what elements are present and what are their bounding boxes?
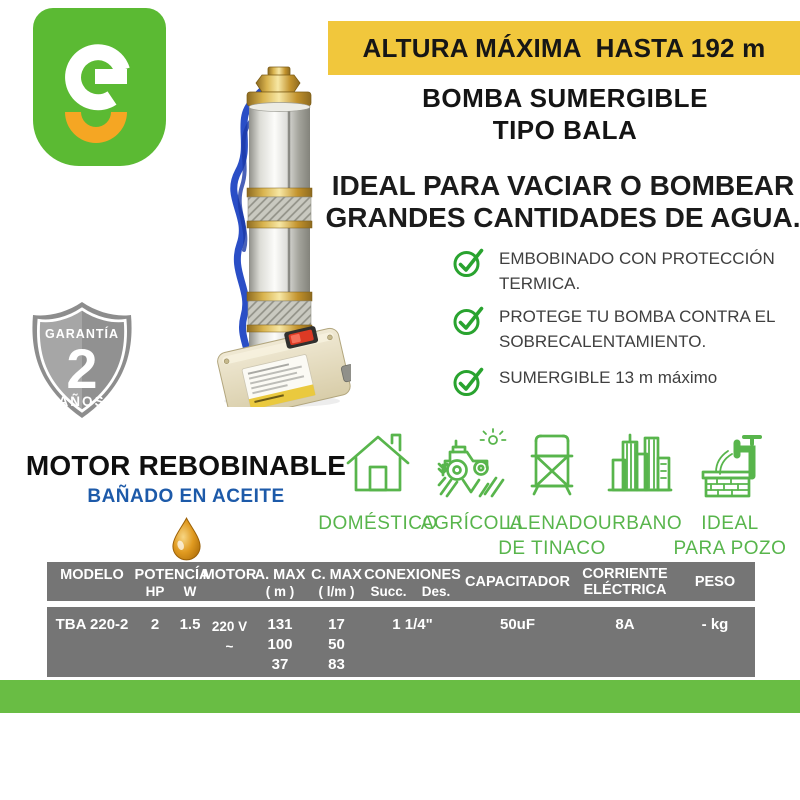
value-corriente: 8A (615, 616, 635, 633)
application-label2: DE TINACO (498, 538, 606, 559)
value-motor: 220 V ~ (211, 619, 248, 654)
application-pozo (670, 428, 790, 561)
header-label: A. MAX (254, 567, 306, 583)
motor-title: MOTOR REBOBINABLE (25, 450, 347, 481)
subheader-hp: HP (145, 584, 165, 599)
column-header-motor (202, 562, 257, 601)
check-icon (452, 246, 485, 279)
value-modelo: TBA 220-2 (55, 616, 129, 633)
house-icon (342, 428, 414, 500)
value-capacitador: 50uF (499, 616, 535, 633)
brand-logo (33, 8, 166, 166)
brand-logo-icon (33, 8, 166, 166)
header-label: CORRIENTE (582, 565, 668, 582)
warranty-years: 2 (66, 337, 98, 400)
header-label: CAPACITADOR (465, 573, 570, 590)
feature-item-sumergible (452, 365, 799, 398)
product-title-line1: BOMBA SUMERGIBLE (422, 83, 708, 113)
subheader-des: Des. (421, 584, 451, 599)
header-label: POTENCÍA (134, 567, 210, 583)
column-header-cmax (308, 562, 365, 601)
value-amax (252, 607, 308, 677)
spec-table-header (47, 562, 755, 601)
subheader-lm: ( l/m ) (318, 584, 355, 599)
water-tank-icon (516, 428, 588, 500)
warranty-label-top: GARANTÍA (45, 327, 119, 341)
column-header-amax (252, 562, 308, 601)
application-label: DOMÉSTICO (318, 513, 438, 534)
header-label: MODELO (60, 567, 124, 583)
column-header-conexiones (365, 562, 460, 601)
product-photo-pump (216, 52, 351, 407)
application-label: IDEAL (701, 513, 759, 534)
motor-info (21, 450, 351, 566)
header-label: ELÉCTRICA (583, 581, 667, 598)
application-label: LLENADO (505, 513, 599, 534)
footer-bar (0, 680, 800, 713)
column-header-corriente (575, 562, 675, 601)
subheader-w: W (183, 584, 197, 599)
check-icon (452, 304, 485, 337)
oil-drop-icon (170, 516, 203, 561)
check-icon (452, 365, 485, 398)
spec-table-row (47, 607, 755, 677)
feature-text-line1: SUMERGIBLE 13 m máximo (499, 368, 718, 387)
product-tagline (323, 170, 800, 234)
value-cmax-3: 83 (328, 656, 345, 673)
value-hp: 2 (150, 616, 160, 633)
column-header-modelo (47, 562, 137, 601)
shield-icon (18, 299, 146, 421)
feature-item-embobinado (452, 246, 799, 296)
city-buildings-icon (604, 428, 676, 500)
header-label: C. MAX (311, 567, 362, 583)
warranty-label-bottom: AÑOS (58, 394, 106, 409)
header-label: MOTOR (202, 567, 257, 583)
value-peso: - kg (701, 616, 729, 633)
feature-text-line2: SOBRECALENTAMIENTO. (499, 332, 707, 351)
product-title (330, 82, 800, 146)
subheader-succ: Succ. (370, 584, 407, 599)
spec-table (47, 562, 755, 677)
feature-item-protege (452, 304, 799, 354)
value-amax-3: 37 (271, 656, 289, 673)
feature-text-line1: PROTEGE TU BOMBA CONTRA EL (499, 307, 776, 326)
value-amax-1: 131 (267, 616, 293, 633)
feature-text-line2: TERMICA. (499, 274, 581, 293)
application-label: AGRÍCOLA (420, 513, 524, 534)
application-label2: PARA POZO (673, 538, 787, 559)
max-height-banner (328, 21, 800, 75)
motor-subtitle: BAÑADO EN ACEITE (87, 486, 285, 507)
header-label: CONEXIONES (364, 567, 461, 583)
tagline-line1: IDEAL PARA VACIAR O BOMBEAR (331, 170, 795, 201)
banner-text: ALTURA MÁXIMA HASTA 192 m (362, 32, 766, 63)
application-label: URBANO (597, 513, 683, 534)
tagline-line2: GRANDES CANTIDADES DE AGUA. (325, 202, 800, 233)
column-header-potencia (134, 562, 210, 601)
header-label: PESO (694, 573, 736, 590)
product-title-line2: TIPO BALA (492, 115, 638, 145)
feature-text-line1: EMBOBINADO CON PROTECCIÓN (499, 249, 775, 268)
value-cmax (308, 607, 365, 677)
value-amax-2: 100 (267, 636, 293, 653)
column-header-peso (675, 562, 755, 601)
value-cmax-2: 50 (328, 636, 345, 653)
value-w: 1.5 (179, 616, 201, 633)
subheader-m: ( m ) (265, 584, 295, 599)
column-header-capacitador (460, 562, 575, 601)
well-faucet-icon (694, 428, 766, 500)
value-conexiones: 1 1/4" (392, 616, 433, 633)
warranty-badge (18, 299, 146, 421)
value-cmax-1: 17 (328, 616, 345, 633)
